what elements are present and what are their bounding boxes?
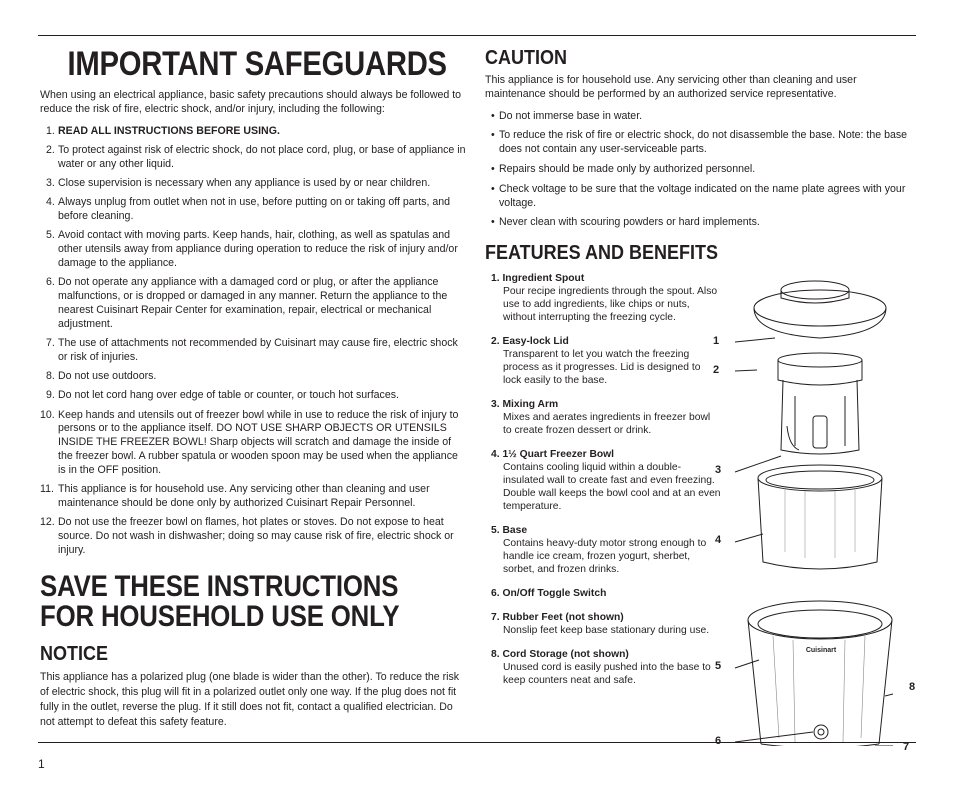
feature-item: 3. Mixing Arm Mixes and aerates ingredients in freezer bowl to create frozen dessert or drink. [491,399,711,436]
caution-text: This appliance is for household use. Any servicing other than cleaning and user maintenance should be performed by an authorized service representative. [485,74,857,100]
page-number: 1 [38,757,45,771]
list-item: 6. Do not operate any appliance with a damaged cord or plug, or after the appliance malfunctions, or is dropped or damaged in any manner. Return the appliance to the nearest Cuisinart Repair Center for examination, repair, electrical or mechanical adjustment. [46,276,448,330]
safeguards-title: IMPORTANT SAFEGUARDS [67,45,447,83]
notice-text: This appliance has a polarized plug (one blade is wider than the other). To reduce the risk of electric shock, this plug will fit in a polarized outlet only one way. If the plug does not fit fully in the outlet, reverse the plug. If it still does not fit, contact a qualified electrician. Do not attempt to defeat this safety feature. [40,670,460,729]
list-item: 10. Keep hands and utensils out of freezer bowl while in use to reduce the risk of injury to persons or to the appliance itself. DO NOT USE SHARP OBJECTS OR UTENSILS INSIDE THE FREEZER BOWL! Sharp objects will scratch and damage the inside of the freezer bowl. A rubber spatula or wooden spoon may be used when the appliance is in the OFF position. [40,408,459,476]
callout-8: 8 [909,681,916,693]
feature-item: 1. Ingredient Spout Pour recipe ingredients through the spout. Also use to add ingredients, like chips or nuts, without interrupting the freezing cycle. [491,273,718,323]
feature-item: 6. On/Off Toggle Switch [491,588,607,599]
callout-5: 5 [715,660,722,672]
list-item: • Never clean with scouring powders or hard implements. [491,216,760,229]
list-item: 11. This appliance is for household use. Any servicing other than cleaning and user maintenance should be done only by authorized Cuisinart Repair Personnel. [40,483,430,509]
list-item: 5. Avoid contact with moving parts. Keep hands, hair, clothing, as well as spatulas and other utensils away from appliance during operation to reduce the risk of injury and/or damage to the appliance. [46,229,458,269]
callout-6: 6 [715,735,722,747]
caution-heading: CAUTION [485,47,567,69]
notice-heading: NOTICE [40,642,109,665]
safeguards-list [40,125,466,558]
mixing-arm [778,353,862,454]
list-item: • To reduce the risk of fire or electric shock, do not disassemble the base. Note: the base does not contain any user-serviceable parts. [491,129,908,156]
features-heading: FEATURES AND BENEFITS [485,242,719,265]
base [748,601,892,746]
feature-item: 8. Cord Storage (not shown) Unused cord is easily pushed into the base to keep counters neat and safe. [491,649,711,686]
save-line-1: SAVE THESE INSTRUCTIONS [40,569,399,603]
easy-lock-lid [754,281,886,338]
safeguards-intro: When using an electrical appliance, basic safety precautions should always be followed to reduce the risk of fire, electric shock, and/or injury, including the following: [40,89,462,115]
ice-cream-maker-illustration [725,276,915,746]
callout-1: 1 [713,335,720,347]
feature-item: 5. Base Contains heavy-duty motor strong enough to handle ice cream, frozen yogurt, sherbet, sorbet, and frozen drinks. [491,525,707,575]
caution-list [485,110,915,231]
list-item: 4. Always unplug from outlet when not in use, before putting on or taking off parts, and before cleaning. [46,196,451,223]
callout-4: 4 [715,534,722,546]
feature-item: 4. 1½ Quart Freezer Bowl Contains cooling liquid within a double-insulated wall to create fast and even freezing. Double wall keeps the bowl cool and at an even temperature. [491,449,721,512]
list-item: 2. To protect against risk of electric shock, do not place cord, plug, or base of appliance in water or any other liquid. [46,143,466,170]
freezer-bowl [758,465,882,569]
list-item: • Repairs should be made only by authorized personnel. [491,162,756,175]
save-instructions-heading [40,569,406,633]
list-item: 8. Do not use outdoors. [46,370,157,383]
list-item: 9. Do not let cord hang over edge of table or counter, or touch hot surfaces. [46,389,399,402]
brand-label: Cuisinart [805,647,837,654]
callout-3: 3 [715,464,722,476]
list-item: 7. The use of attachments not recommended by Cuisinart may cause fire, electric shock or risk of injuries. [46,336,458,363]
list-item: • Do not immerse base in water. [491,109,643,122]
callout-2: 2 [713,364,720,376]
list-item: 12. Do not use the freezer bowl on flames, hot plates or stoves. Do not expose to heat source. Do not wash in dishwasher; doing so may cause risk of fire, electric shock or injury. [40,516,454,556]
feature-item: 2. Easy-lock Lid Transparent to let you watch the freezing process as it progresses. Lid is designed to lock easily to the base. [491,336,701,386]
list-item: 1. READ ALL INSTRUCTIONS BEFORE USING. [46,124,280,137]
list-item: • Check voltage to be sure that the voltage indicated on the name plate agrees with your voltage. [491,182,906,209]
top-rule [38,35,916,36]
product-diagram [713,276,916,753]
right-column [485,46,916,753]
list-item: 3. Close supervision is necessary when any appliance is used by or near children. [46,176,431,189]
callout-7: 7 [903,741,910,753]
features-list [491,272,721,698]
feature-item: 7. Rubber Feet (not shown) Nonslip feet keep base stationary during use. [491,612,710,636]
left-column [40,44,466,730]
save-line-2: FOR HOUSEHOLD USE ONLY [40,599,400,633]
